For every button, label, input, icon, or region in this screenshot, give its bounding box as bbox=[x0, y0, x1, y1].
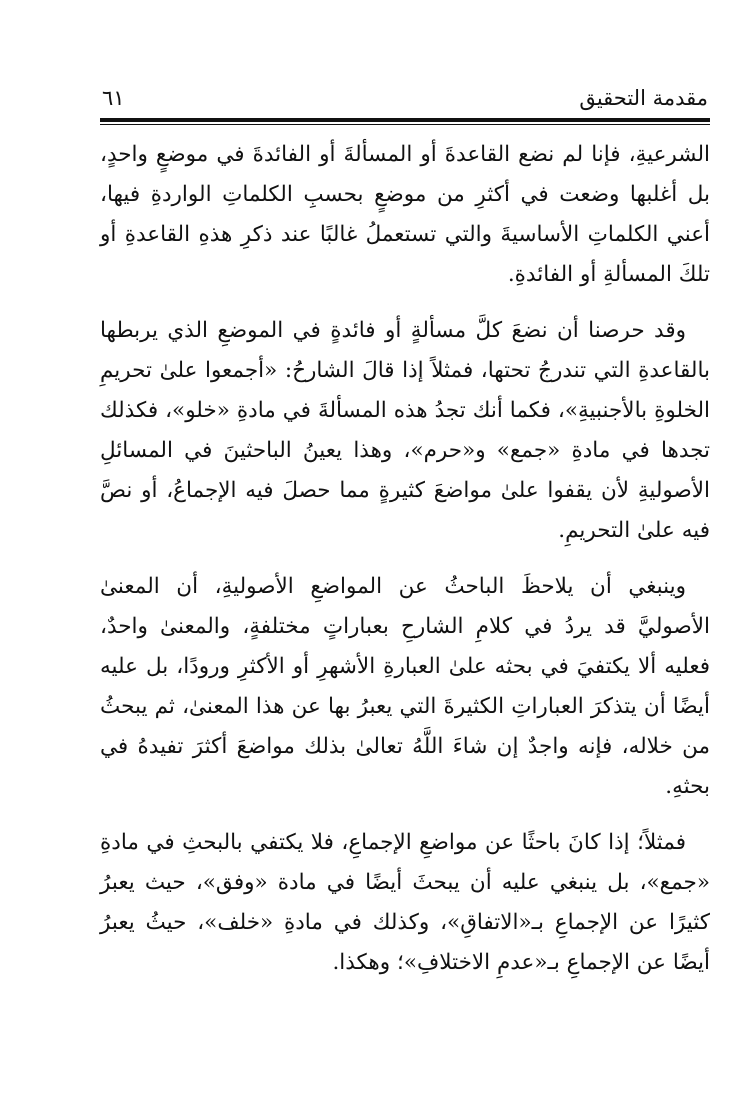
header-rule-thin bbox=[100, 124, 710, 125]
paragraph: الشرعيةِ، فإنا لم نضع القاعدةَ أو المسألةَ أو الفائدةَ في موضعٍ واحدٍ، بل أغلبها وضعت في أكثرِ من موضعٍ بحسبِ الكلماتِ الواردةِ فيها، أعني الكلماتِ الأساسيةَ والتي تستعملُ غالبًا عند ذكرِ هذهِ القاعدةِ أو تلكَ المسألةِ أو الفائدةِ. bbox=[100, 142, 710, 287]
page-number: ٦١ bbox=[102, 86, 125, 110]
header-rule-thick bbox=[100, 118, 710, 122]
page-body bbox=[100, 135, 710, 983]
paragraph: وقد حرصنا أن نضعَ كلَّ مسألةٍ أو فائدةٍ في الموضعِ الذي يربطها بالقاعدةِ التي تندرجُ تحتها، فمثلاً إذا قالَ الشارحُ: «أجمعوا علىٰ تحريمِ الخلوةِ بالأجنبيةِ»، فكما أنك تجدُ هذه المسألةَ في مادةِ «خلو»، فكذلك تجدها في مادةِ «جمع» و«حرم»، وهذا يعينُ الباحثينَ في المسائلِ الأصوليةِ لأن يقفوا علىٰ مواضعَ كثيرةٍ مما حصلَ فيه الإجماعُ، أو نصَّ فيه علىٰ التحريمِ. bbox=[100, 318, 710, 543]
book-page bbox=[100, 78, 710, 1058]
page-header bbox=[100, 78, 710, 112]
paragraph: وينبغي أن يلاحظَ الباحثُ عن المواضعِ الأصوليةِ، أن المعنىٰ الأصوليَّ قد يردُ في كلامِ الشارحِ بعباراتٍ مختلفةٍ، والمعنىٰ واحدٌ، فعليه ألا يكتفيَ في بحثه علىٰ العبارةِ الأشهرِ أو الأكثرِ ورودًا، بل عليه أيضًا أن يتذكرَ العباراتِ الكثيرةَ التي يعبرُ بها عن هذا المعنىٰ، ثم يبحثُ من خلاله، فإنه واجدٌ إن شاءَ اللَّهُ تعالىٰ بذلك مواضعَ أكثرَ تفيدهُ في بحثهِ. bbox=[100, 574, 710, 799]
running-title: مقدمة التحقيق bbox=[579, 86, 708, 110]
paragraph: فمثلاً؛ إذا كانَ باحثًا عن مواضعِ الإجماعِ، فلا يكتفي بالبحثِ في مادةِ «جمع»، بل ينبغي عليه أن يبحثَ أيضًا في مادة «وفق»، حيث يعبرُ كثيرًا عن الإجماعِ بـ«الاتفاقِ»، وكذلك في مادةِ «خلف»، حيثُ يعبرُ أيضًا عن الإجماعِ بـ«عدمِ الاختلافِ»؛ وهكذا. bbox=[100, 830, 710, 975]
